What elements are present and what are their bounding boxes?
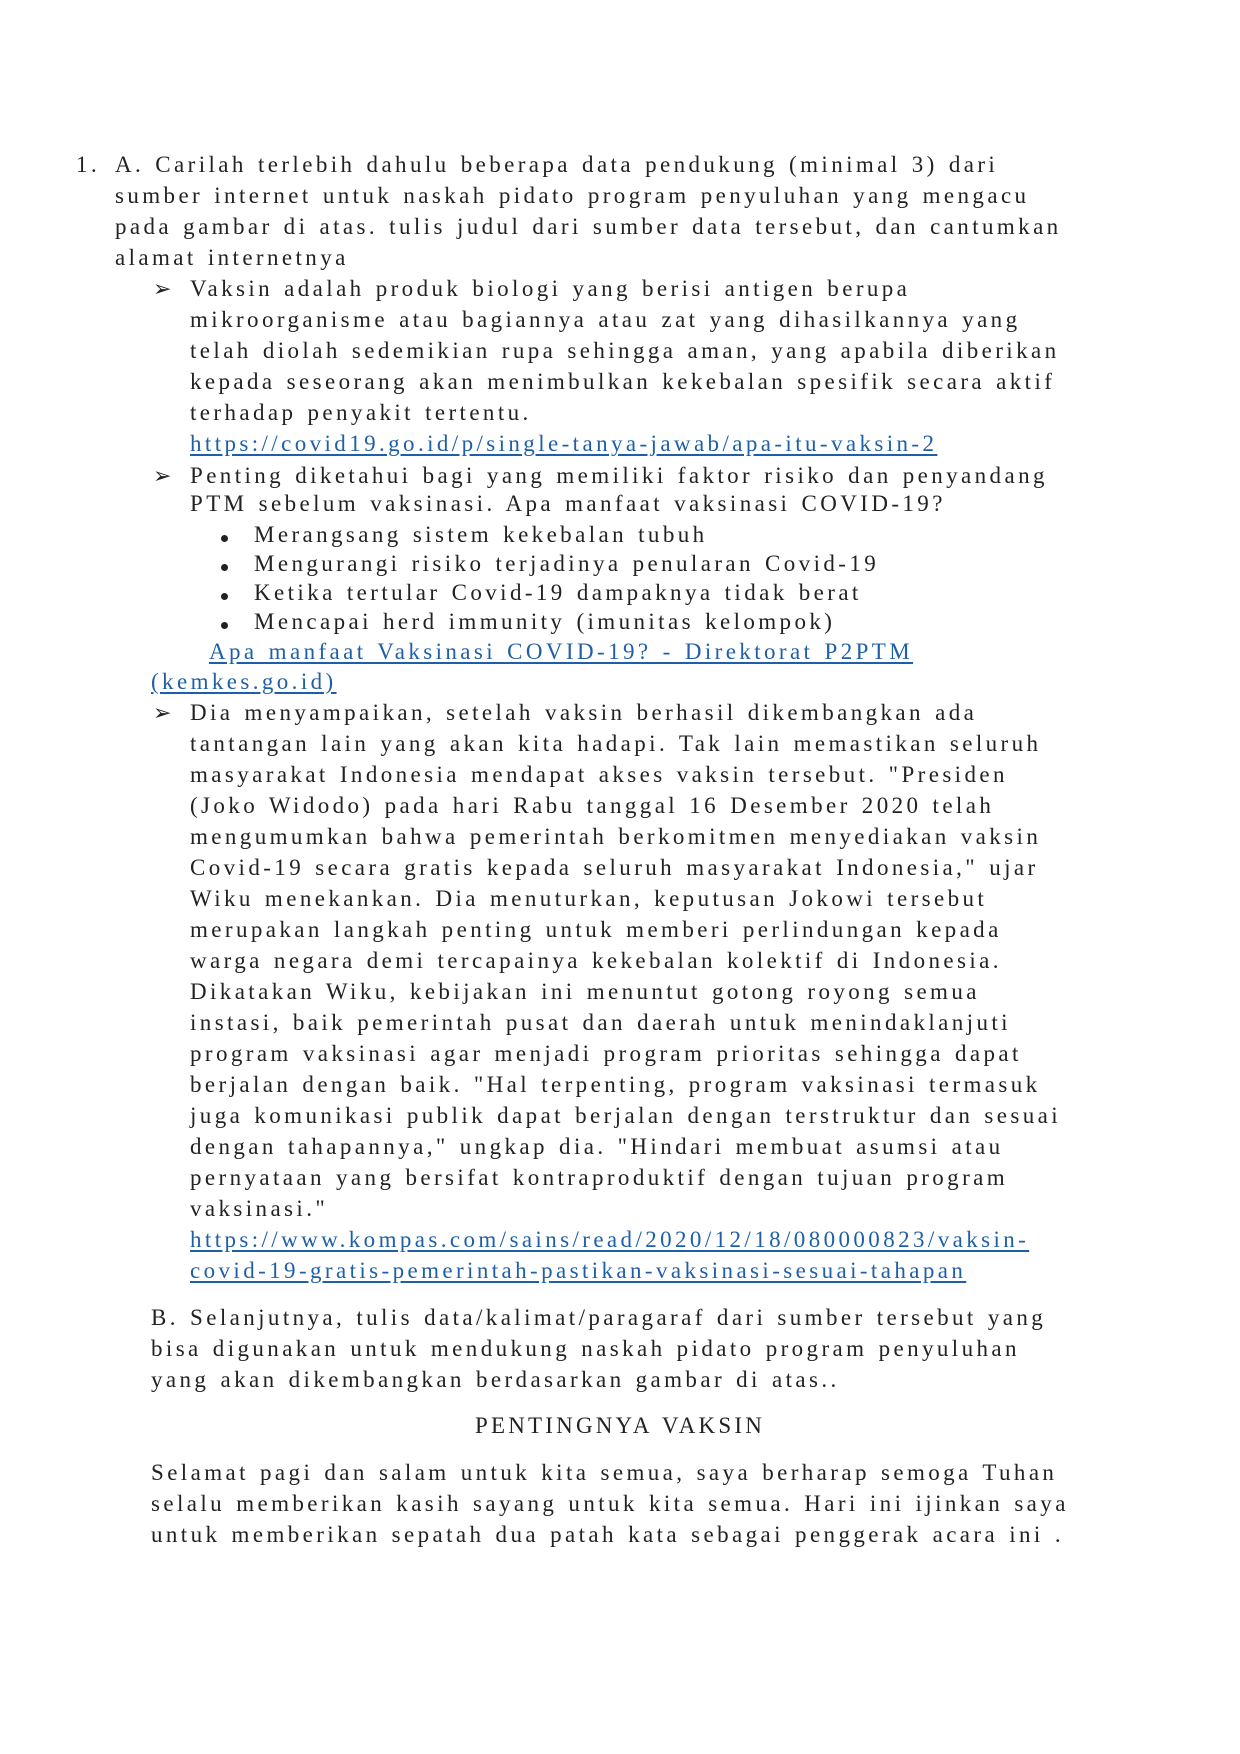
item3-line: merupakan langkah penting untuk memberi perlindungan kepada xyxy=(190,917,1002,942)
item3-line: instasi, baik pemerintah pusat dan daerah untuk menindaklanjuti xyxy=(190,1010,1011,1035)
item2-line: PTM sebelum vaksinasi. Apa manfaat vaksinasi COVID-19? xyxy=(190,491,946,516)
arrow-bullet-icon: ➢ xyxy=(153,463,172,488)
heading-line: sumber internet untuk naskah pidato program penyuluhan yang mengacu xyxy=(115,183,1030,208)
item2-line: Penting diketahui bagi yang memiliki faktor risiko dan penyandang xyxy=(190,463,1048,488)
item1-line: mikroorganisme atau bagiannya atau zat yang dihasilkannya yang xyxy=(190,307,1021,332)
item3-line: Dia menyampaikan, setelah vaksin berhasil dikembangkan ada xyxy=(190,700,978,725)
item1-line: Vaksin adalah produk biologi yang berisi antigen berupa xyxy=(190,276,911,301)
item3-line: Wiku menekankan. Dia menuturkan, keputusan Jokowi tersebut xyxy=(190,886,988,911)
source-link-kemkes[interactable]: Apa manfaat Vaksinasi COVID-19? - Direktorat P2PTM xyxy=(209,639,914,664)
bullet-dot-icon xyxy=(221,535,228,542)
bullet-item: Mengurangi risiko terjadinya penularan Covid-19 xyxy=(254,551,880,576)
heading-line: pada gambar di atas. tulis judul dari sumber data tersebut, dan cantumkan xyxy=(115,214,1062,239)
source-link-covid19[interactable]: https://covid19.go.id/p/single-tanya-jawab/apa-itu-vaksin-2 xyxy=(190,431,938,456)
source-link-kompas[interactable]: covid-19-gratis-pemerintah-pastikan-vaksinasi-sesuai-tahapan xyxy=(190,1258,967,1283)
bullet-dot-icon xyxy=(221,593,228,600)
item3-line: (Joko Widodo) pada hari Rabu tanggal 16 Desember 2020 telah xyxy=(190,793,995,818)
speech-line: selalu memberikan kasih sayang untuk kita semua. Hari ini ijinkan saya xyxy=(151,1491,1069,1516)
item3-line: vaksinasi." xyxy=(190,1196,329,1221)
speech-line: untuk memberikan sepatah dua patah kata sebagai penggerak acara ini . xyxy=(151,1522,1065,1547)
speech-title: PENTINGNYA VAKSIN xyxy=(474,1413,766,1438)
heading-line: alamat internetnya xyxy=(115,245,349,270)
bullet-item: Mencapai herd immunity (imunitas kelompok) xyxy=(254,609,836,634)
item1-line: telah diolah sedemikian rupa sehingga aman, yang apabila diberikan xyxy=(190,338,1060,363)
item3-line: Dikatakan Wiku, kebijakan ini menuntut gotong royong semua xyxy=(190,979,980,1004)
bullet-item: Ketika tertular Covid-19 dampaknya tidak berat xyxy=(254,580,862,605)
source-link-kompas[interactable]: https://www.kompas.com/sains/read/2020/12/18/080000823/vaksin- xyxy=(190,1227,1030,1252)
section-b-line: bisa digunakan untuk mendukung naskah pidato program penyuluhan xyxy=(151,1336,1020,1361)
bullet-dot-icon xyxy=(221,622,228,629)
list-number: 1. xyxy=(76,152,101,177)
item3-line: Covid-19 secara gratis kepada seluruh masyarakat Indonesia," ujar xyxy=(190,855,1039,880)
item3-line: berjalan dengan baik. "Hal terpenting, program vaksinasi termasuk xyxy=(190,1072,1041,1097)
heading-line: A. Carilah terlebih dahulu beberapa data pendukung (minimal 3) dari xyxy=(115,152,999,177)
bullet-dot-icon xyxy=(221,564,228,571)
item3-line: tantangan lain yang akan kita hadapi. Tak lain memastikan seluruh xyxy=(190,731,1042,756)
item1-line: terhadap penyakit tertentu. xyxy=(190,400,532,425)
item3-line: mengumumkan bahwa pemerintah berkomitmen menyediakan vaksin xyxy=(190,824,1042,849)
item1-line: kepada seseorang akan menimbulkan kekebalan spesifik secara aktif xyxy=(190,369,1056,394)
item3-line: pernyataan yang bersifat kontraproduktif dengan tujuan program xyxy=(190,1165,1009,1190)
item3-line: masyarakat Indonesia mendapat akses vaksin tersebut. "Presiden xyxy=(190,762,1008,787)
item3-line: juga komunikasi publik dapat berjalan dengan terstruktur dan sesuai xyxy=(190,1103,1062,1128)
item3-line: dengan tahapannya," ungkap dia. "Hindari membuat asumsi atau xyxy=(190,1134,1004,1159)
bullet-item: Merangsang sistem kekebalan tubuh xyxy=(254,522,708,547)
arrow-bullet-icon: ➢ xyxy=(153,276,172,301)
arrow-bullet-icon: ➢ xyxy=(153,700,172,725)
speech-line: Selamat pagi dan salam untuk kita semua, saya berharap semoga Tuhan xyxy=(151,1460,1058,1485)
section-b-line: B. Selanjutnya, tulis data/kalimat/paragaraf dari sumber tersebut yang xyxy=(151,1305,1047,1330)
source-link-kemkes[interactable]: (kemkes.go.id) xyxy=(151,669,337,694)
section-b-line: yang akan dikembangkan berdasarkan gambar di atas.. xyxy=(151,1367,840,1392)
item3-line: warga negara demi tercapainya kekebalan kolektif di Indonesia. xyxy=(190,948,1002,973)
item3-line: program vaksinasi agar menjadi program prioritas sehingga dapat xyxy=(190,1041,1022,1066)
